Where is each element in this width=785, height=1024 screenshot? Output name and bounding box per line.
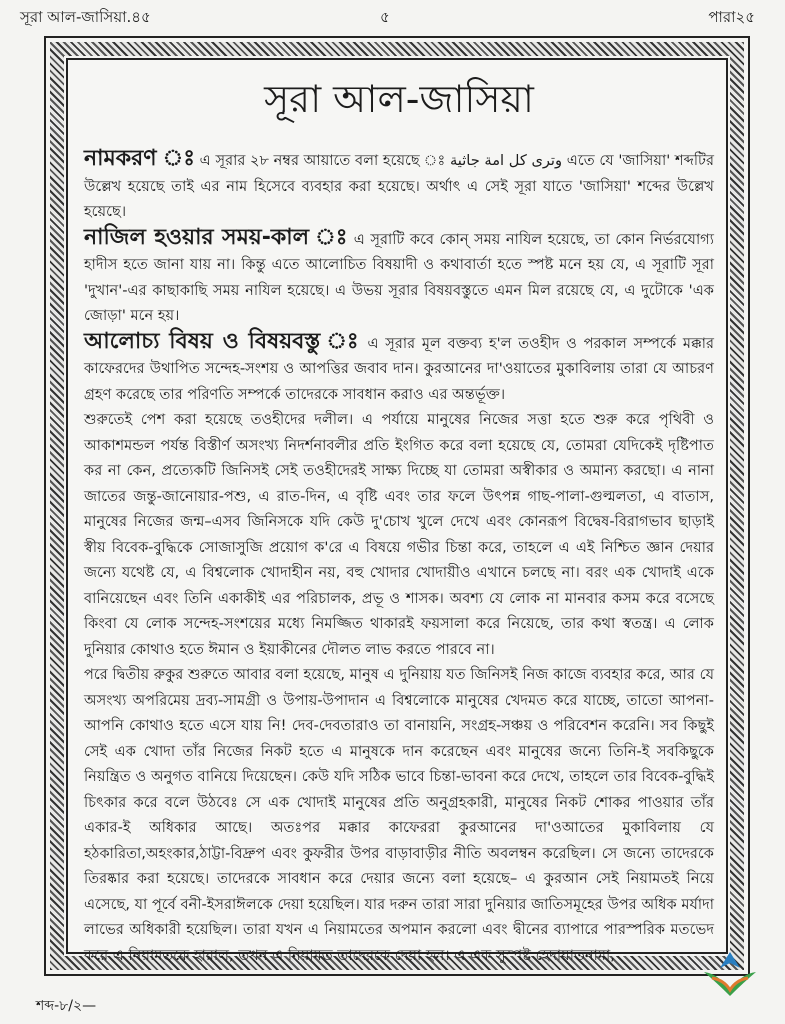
- body-paragraph: শুরুতেই পেশ করা হয়েছে তওহীদের দলীল। এ পর্যায়ে মানুষের নিজের সত্তা হতে শুরু করে পৃথিবী ও আকাশমন্ডল পর্যন্ত বিস্তীর্ণ অসংখ্য নিদর্শনাবলীর প্রতি ইংগিত করে বলা হয়েছে যে, তোমরা যেদিকেই দৃষ্টিপাত কর না কেন, প্রত্যেকটি জিনিসই সেই তওহীদেরই সাক্ষ্য দিচ্ছে যা তোমরা অস্বীকার ও অমান্য করছো। এ নানা জাতের জন্তু-জানোয়ার-পশু, এ রাত-দিন, এ বৃষ্টি এবং তার ফলে উৎপন্ন গাছ-পালা-গুল্মলতা, এ বাতাস, মানুষের নিজের জন্ম–এসব জিনিসকে যদি কেউ দু'চোখ খুলে দেখে এবং কোনরূপ বিদ্বেষ-বিরাগভাব ছাড়াই স্বীয় বিবেক-বুদ্ধিকে সোজাসুজি প্রয়োগ ক'রে এ বিষয়ে গভীর চিন্তা করে, তাহলে এ এই নিশ্চিত জ্ঞান দেয়ার জন্যে যথেষ্ট যে, এ বিশ্বলোক খোদাহীন নয়, বহু খোদার খোদায়ীও এখানে চলছে না। বরং এক খোদাই একে বানিয়েছেন এবং তিনি একাকীই এর পরিচালক, প্রভূ ও শাসক। অবশ্য যে লোক না মানবার কসম করে বসেছে কিংবা যে লোক সন্দেহ-সংশয়ের মধ্যে নিমজ্জিত থাকারই ফয়সালা করে নিয়েছে, তার কথা স্বতন্ত্র। এ লোক দুনিয়ার কোথাও হতে ঈমান ও ইয়াকীনের দৌলত লাভ করতে পারবে না।: [84, 411, 714, 658]
- page-number: ৫: [380, 8, 390, 26]
- publisher-logo-icon: [700, 948, 760, 998]
- section-text: এ সূরার ২৮ নম্বর আয়াতে বলা হয়েছে ঃ: [194, 152, 450, 169]
- section-revelation-period: [84, 225, 714, 329]
- section-subject-matter: [84, 329, 714, 408]
- section-heading: নাজিল হওয়ার সময়-কাল ঃ: [84, 224, 349, 250]
- section-heading: নামকরণ ঃ: [84, 146, 195, 171]
- section-heading: আলোচ্য বিষয় ও বিষয়বস্তু ঃ: [84, 328, 361, 354]
- footer-signature: শব্দ-৮/২—: [36, 998, 97, 1014]
- arabic-verse: وترى كل امة جاثية: [449, 152, 563, 169]
- section-text: এতে যে 'জাসিয়া' শব্দটির উল্লেখ হয়েছে তাই এর নাম হিসেবে ব্যবহার করা হয়েছে। অর্থাৎ এ সেই সূরা যাতে 'জাসিয়া' শব্দের উল্লেখ হয়েছে।: [84, 152, 714, 220]
- running-header-para: পারা২৫: [708, 8, 755, 26]
- content-box: [66, 58, 728, 964]
- section-text: এ সূরার মূল বক্তব্য হ'ল তওহীদ ও পরকাল সম্পর্কে মক্কার কাফেরদের উথাপিত সন্দেহ-সংশয় ও আপত্তির জবাব দান। কুরআনের দা'ওয়াতের মুকাবিলায় তারা যে আচরণ গ্রহণ করেছে তার পরিণতি সম্পর্কে তাদেরকে সাবধান করাও এর অন্তর্ভূক্ত।: [84, 334, 714, 403]
- section-text: এ সূরাটি কবে কোন্ সময় নাযিল হয়েছে, তা কোন নির্ভরযোগ্য হাদীস হতে জানা যায় না। কিন্তু এতে আলোচিত বিষয়াদী ও কথাবার্তা হতে স্পষ্ট মনে হয় যে, এ সূরাটি সূরা 'দুখান'-এর কাছাকাছি সময় নাযিল হয়েছে। এ উভয় সূরার বিষয়বস্তুতে এমন মিল রয়েছে যে, এ দুটোকে 'এক জোড়া' মনে হয়।: [84, 230, 715, 324]
- page-title: সূরা আল-জাসিয়া: [264, 77, 534, 121]
- body-paragraph: পরে দ্বিতীয় রুকুর শুরুতে আবার বলা হয়েছে, মানুষ এ দুনিয়ায় যত জিনিসই নিজ কাজে ব্যবহার করে, আর যে অসংখ্য অপরিমেয় দ্রব্য-সামগ্রী ও উপায়-উপাদান এ বিশ্বলোকে মানুষের খেদমত করে যাচ্ছে, তাতো আপনা-আপনি কোথাও হতে এসে যায় নি! দেব-দেবতারাও তা বানায়নি, সংগ্রহ-সঞ্চয় ও পরিবেশন করেনি। সব কিছুই সেই এক খোদা তাঁর নিজের নিকট হতে এ মানুষকে দান করেছেন এবং মানুষের জন্যে তিনি-ই সবকিছুকে নিয়ন্ত্রিত ও অনুগত বানিয়ে দিয়েছেন। কেউ যদি সঠিক ভাবে চিন্তা-ভাবনা করে দেখে, তাহলে তার বিবেক-বুদ্ধিই চিৎকার করে বলে উঠবেঃ সে এক খোদাই মানুষের প্রতি অনুগ্রহকারী, মানুষের নিকট শোকর পাওয়ার তাঁর একার-ই অধিকার আছে। অতঃপর মক্কার কাফেররা কুরআনের দা'ওআতের মুকাবিলায় যে হঠকারিতা,অহংকার,ঠাট্টা-বিদ্রুপ এবং কুফরীর উপর বাড়াবাড়ীর নীতি অবলম্বন করেছিল। সে জন্যে তাদেরকে তিরষ্কার করা হয়েছে। তাদেরকে সাবধান করে দেয়ার জন্যে বলা হয়েছে– এ কুরআন সেই নিয়ামতই নিয়ে এসেছে, যা পূর্বে বনী-ইসরাঈলকে দেয়া হয়েছিল। যার দরুন তারা সারা দুনিয়ার জাতিসমূহের উপর অধিক মর্যাদা লাভের অধিকারী হয়েছিল। তারা যখন এ নিয়ামতের অপমান করলো এবং দ্বীনের ব্যাপারে পারস্পরিক মতভেদ করে এ নিয়ামতকে হারাল, তখন এ নিয়ামত তাদেরকে দেয়া হল। এ এক সুস্পষ্ট হেদায়াতনামা,: [84, 666, 714, 964]
- running-header-surah: সূরা আল-জাসিয়া.৪৫: [20, 8, 151, 26]
- section-naming: [84, 146, 714, 225]
- page-frame: [44, 36, 750, 976]
